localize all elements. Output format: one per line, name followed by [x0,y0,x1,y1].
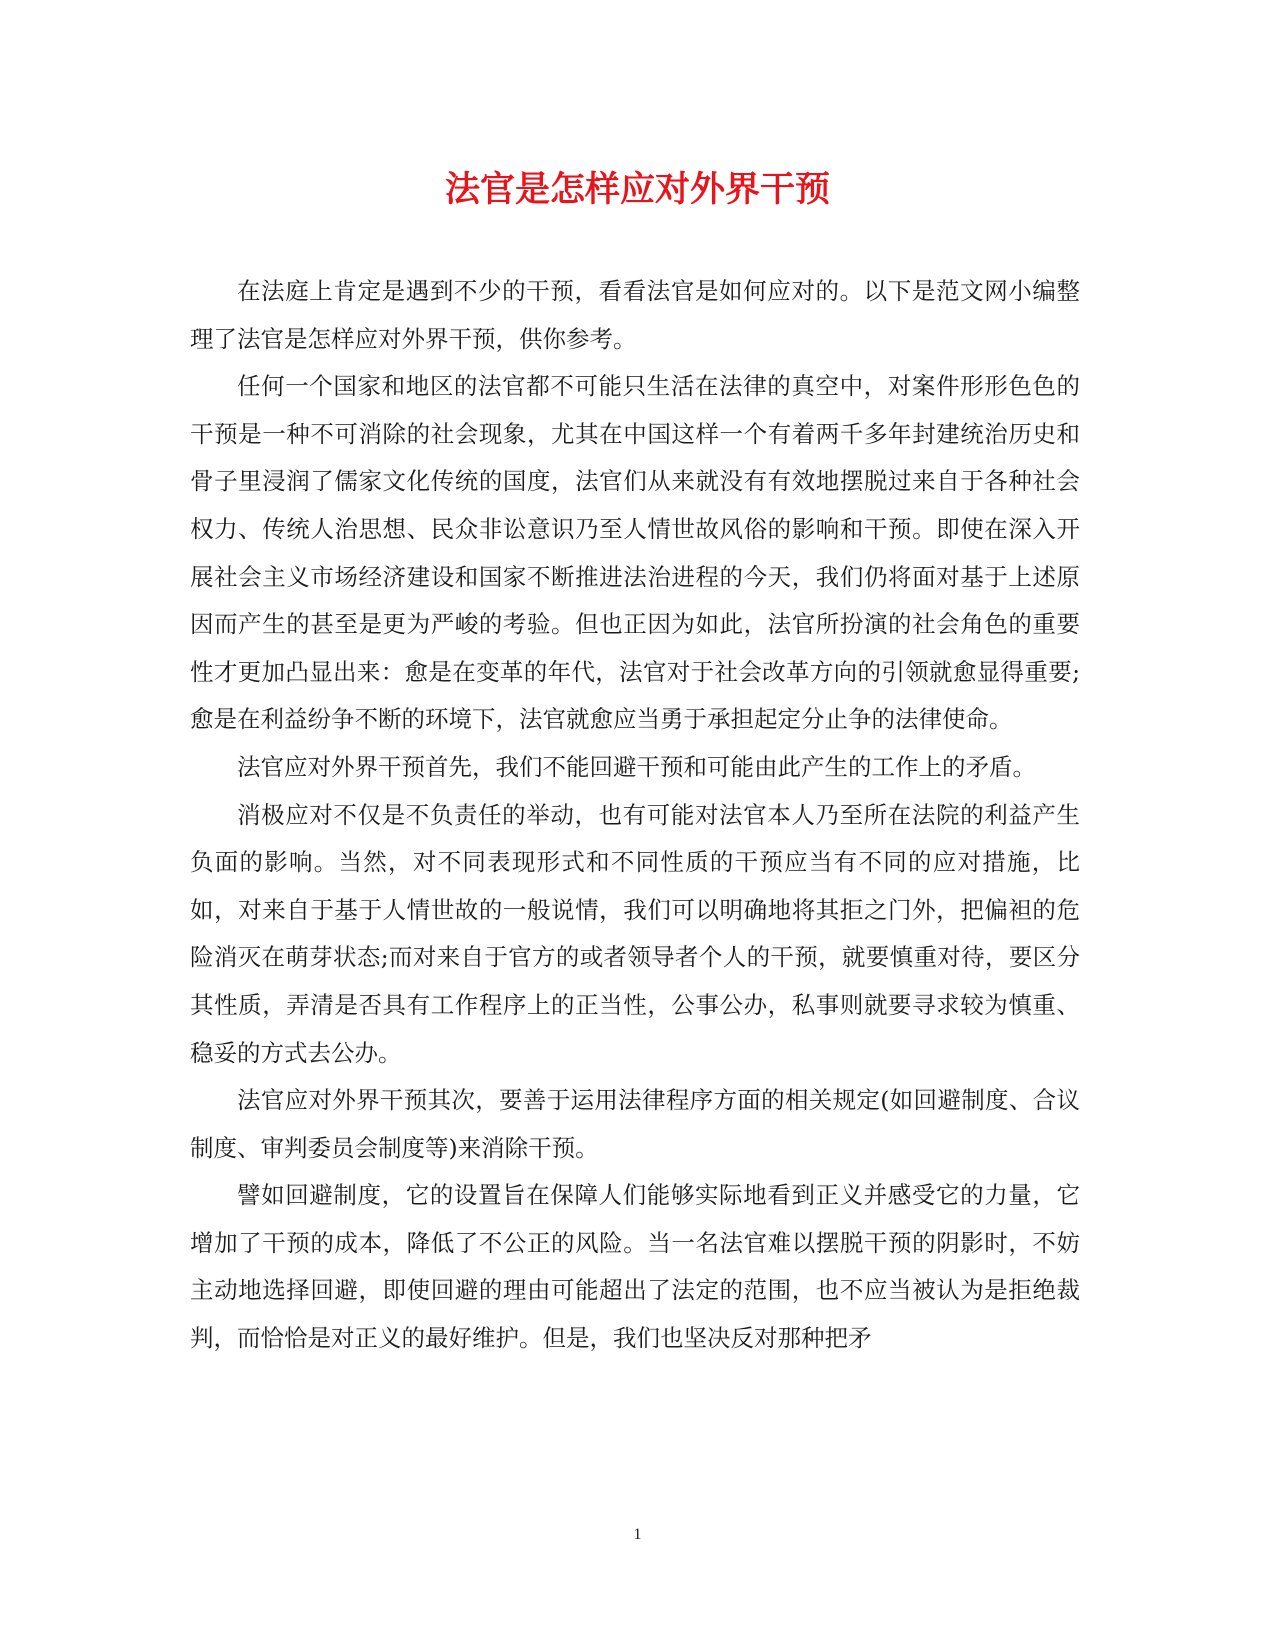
paragraph: 法官应对外界干预首先，我们不能回避干预和可能由此产生的工作上的矛盾。 [237,752,1036,781]
page-number: 1 [633,1526,642,1543]
paragraph: 譬如回避制度，它的设置旨在保障人们能够实际地看到正义并感受它的力量，它增加了干预的成本，降低了不公正的风险。当一名法官难以摆脱干预的阴影时，不妨主动地选择回避，即使回避的理由可能超出了法定的范围，也不应当被认为是拒绝裁判，而恰恰是对正义的最好维护。但是，我们也坚决反对那种把矛 [190,1181,1080,1353]
paragraph: 消极应对不仅是不负责任的举动，也有可能对法官本人乃至所在法院的利益产生负面的影响。当然，对不同表现形式和不同性质的干预应当有不同的应对措施，比如，对来自于基于人情世故的一般说情，我们可以明确地将其拒之门外，把偏袒的危险消灭在萌芽状态;而对来自于官方的或者领导者个人的干预，就要慎重对待，要区分其性质，弄清是否具有工作程序上的正当性，公事公办，私事则就要寻求较为慎重、稳妥的方式去公办。 [190,800,1080,1067]
paragraph: 法官应对外界干预其次，要善于运用法律程序方面的相关规定(如回避制度、合议制度、审判委员会制度等)来消除干预。 [190,1086,1080,1162]
document-title: 法官是怎样应对外界干预 [444,169,830,210]
paragraph: 在法庭上肯定是遇到不少的干预，看看法官是如何应对的。以下是范文网小编整理了法官是怎样应对外界干预，供你参考。 [190,277,1080,353]
document-body [190,268,1080,1363]
paragraph: 任何一个国家和地区的法官都不可能只生活在法律的真空中，对案件形形色色的干预是一种不可消除的社会现象，尤其在中国这样一个有着两千多年封建统治历史和骨子里浸润了儒家文化传统的国度，法官们从来就没有有效地摆脱过来自于各种社会权力、传统人治思想、民众非讼意识乃至人情世故风俗的影响和干预。即使在深入开展社会主义市场经济建设和国家不断推进法治进程的今天，我们仍将面对基于上述原因而产生的甚至是更为严峻的考验。但也正因为如此，法官所扮演的社会角色的重要性才更加凸显出来：愈是在变革的年代，法官对于社会改革方向的引领就愈显得重要;愈是在利益纷争不断的环境下，法官就愈应当勇于承担起定分止争的法律使命。 [190,372,1080,734]
